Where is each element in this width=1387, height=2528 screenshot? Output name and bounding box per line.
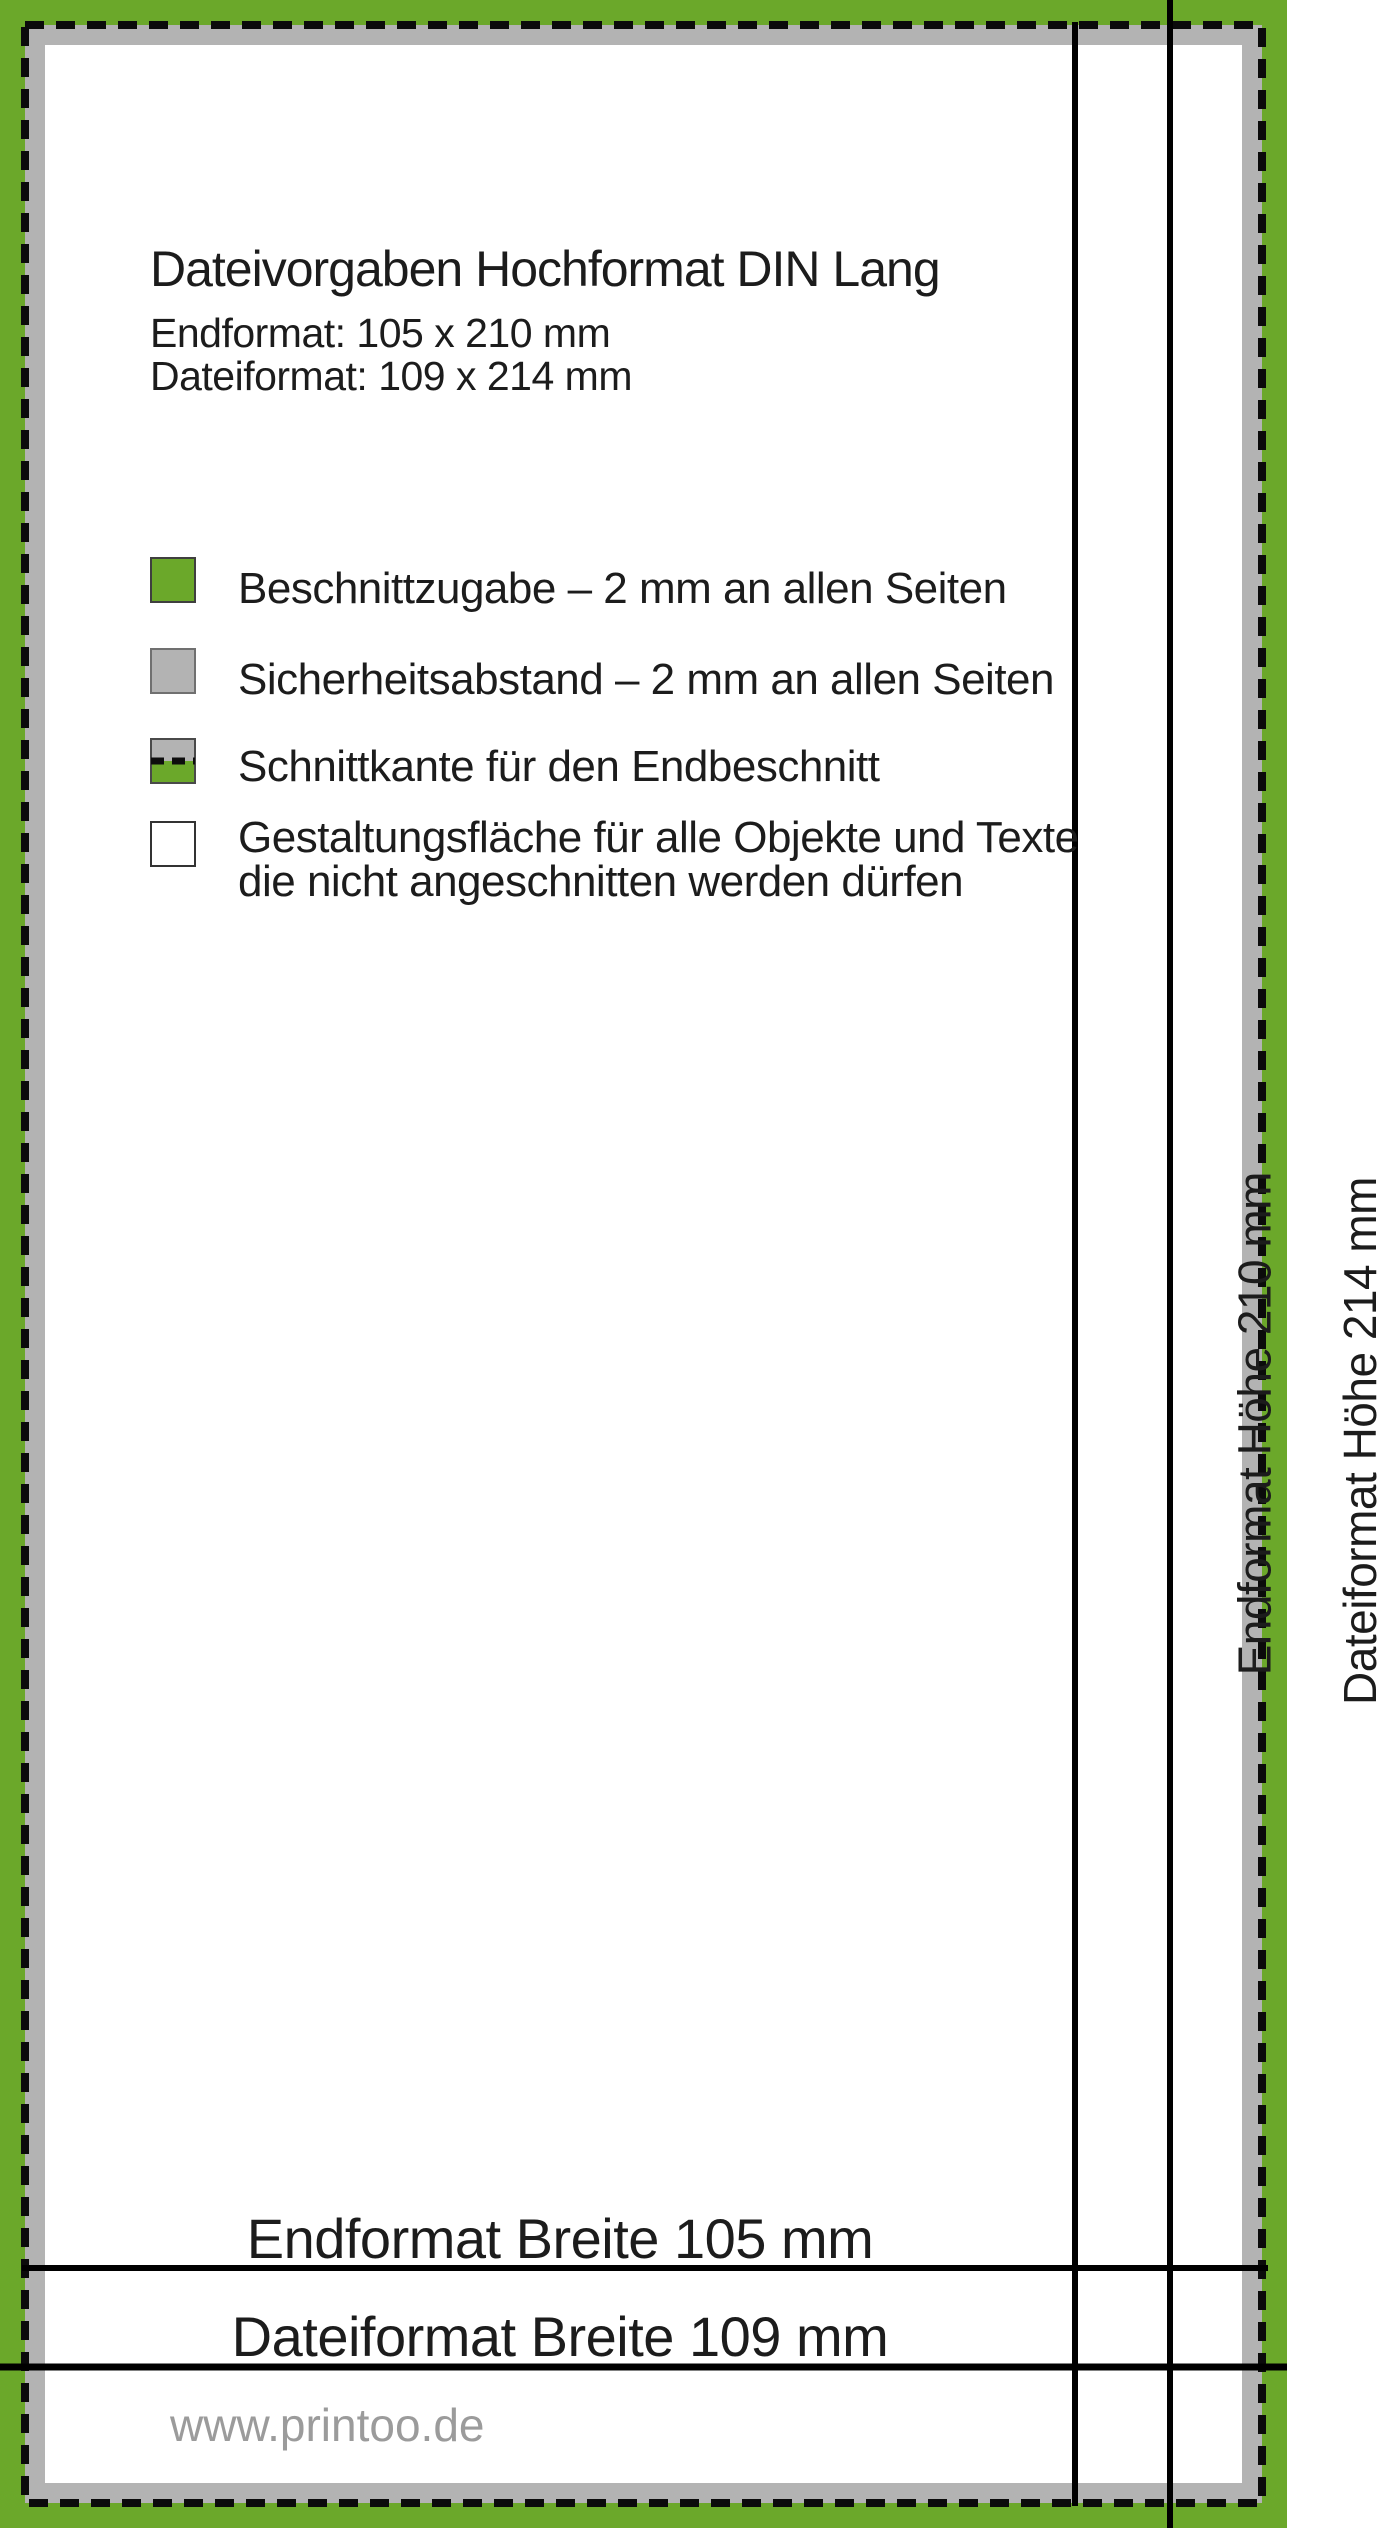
website-url: www.printoo.de bbox=[170, 2399, 485, 2451]
dateiformat-height-label: Dateiformat Höhe 214 mm bbox=[1333, 1177, 1386, 1705]
legend-label-bleed: Beschnittzugabe – 2 mm an allen Seiten bbox=[238, 564, 1007, 613]
dateiformat-width-label: Dateiformat Breite 109 mm bbox=[231, 2305, 889, 2368]
legend-label-design-line2: die nicht angeschnitten werden dürfen bbox=[238, 857, 964, 906]
legend-label-design bbox=[238, 813, 1079, 906]
endformat-width-label: Endformat Breite 105 mm bbox=[246, 2207, 874, 2270]
endformat-height-label: Endformat Höhe 210 mm bbox=[1228, 1172, 1281, 1676]
cut-line-dash-icon bbox=[151, 758, 195, 765]
design-area-swatch bbox=[150, 821, 196, 867]
legend-label-design-line1: Gestaltungsfläche für alle Objekte und Texte bbox=[238, 813, 1079, 862]
page-title: Dateivorgaben Hochformat DIN Lang bbox=[150, 241, 940, 297]
safety-gray-swatch bbox=[150, 648, 196, 694]
bleed-green-swatch bbox=[150, 557, 196, 603]
dateiformat-size-line: Dateiformat: 109 x 214 mm bbox=[150, 353, 632, 399]
legend-label-safety: Sicherheitsabstand – 2 mm an allen Seiten bbox=[238, 655, 1054, 704]
endformat-size-line: Endformat: 105 x 210 mm bbox=[150, 310, 611, 356]
format-subtitle bbox=[150, 312, 632, 398]
cut-line-swatch bbox=[150, 738, 196, 784]
legend-label-cut: Schnittkante für den Endbeschnitt bbox=[238, 742, 880, 791]
